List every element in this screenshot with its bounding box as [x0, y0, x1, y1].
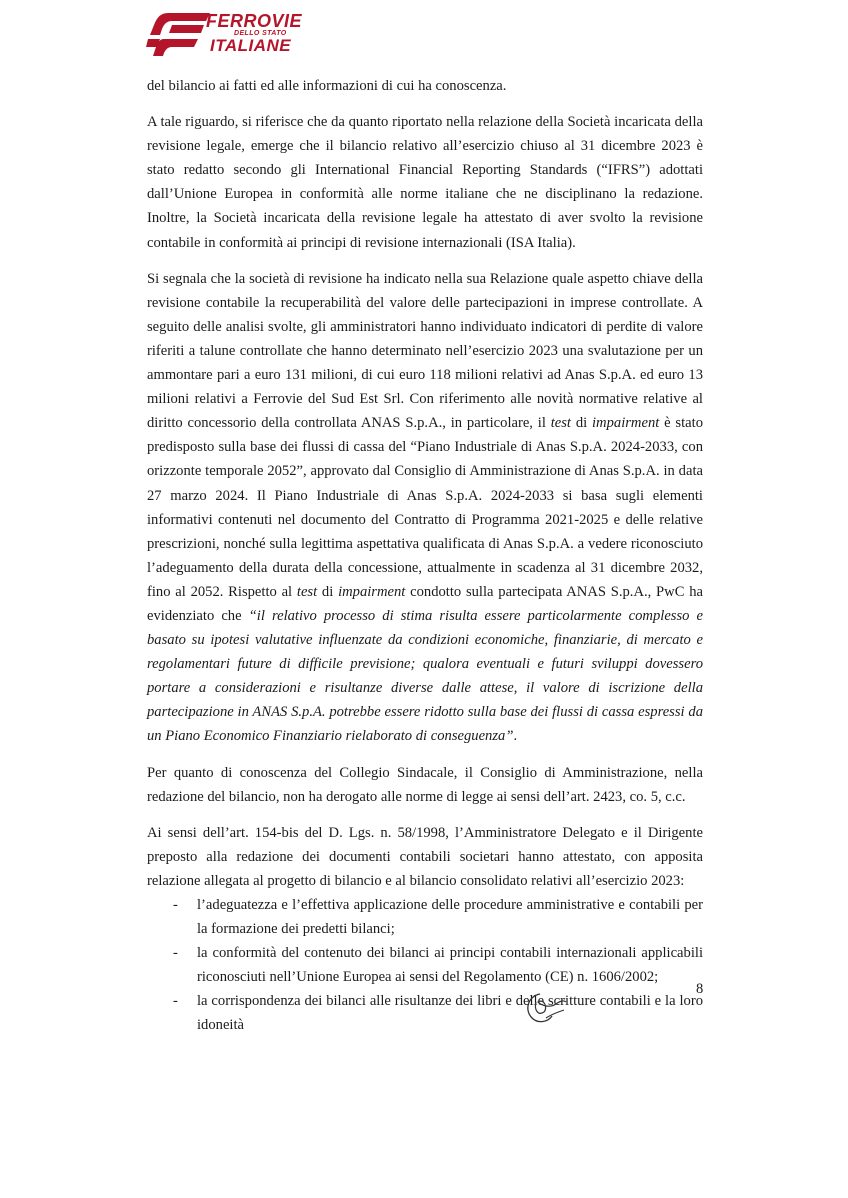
signature-icon — [520, 988, 568, 1026]
paragraph-attestation: Ai sensi dell’art. 154-bis del D. Lgs. n. 58/1998, l’Amministratore Delegato e il Dirigente preposto alla redazione dei documenti contabili societari hanno attestato, con apposita relazione allegata al progetto di bilancio e al bilancio consolidato relativi all’esercizio 2023: — [147, 824, 703, 889]
paragraph-intro: del bilancio ai fatti ed alle informazioni di cui ha conoscenza. — [147, 78, 507, 94]
list-item: - la corrispondenza dei bilanci alle risultanze dei libri e delle scritture contabili e la loro idoneità — [147, 989, 703, 1037]
bullet-dash: - — [173, 993, 178, 1010]
company-logo — [146, 11, 306, 61]
logo-text-dello-stato: DELLO STATO — [234, 30, 287, 37]
list-item: - la conformità del contenuto dei bilanci ai principi contabili internazionali applicabili riconosciuti nell’Unione Europea ai sensi del Regolamento (CE) n. 1606/2002; — [147, 941, 703, 989]
list-item: - l’adeguatezza e l’effettiva applicazione delle procedure amministrative e contabili per la formazione dei predetti bilanci; — [147, 893, 703, 941]
fs-logo-icon — [146, 11, 210, 57]
logo-text-italiane: ITALIANE — [210, 36, 292, 55]
bullet-dash: - — [173, 945, 178, 962]
paragraph-no-derogation: Per quanto di conoscenza del Collegio Sindacale, il Consiglio di Amministrazione, nella redazione del bilancio, non ha derogato alle norme di legge ai sensi dell’art. 2423, co. 5, c.c. — [147, 764, 703, 805]
handwritten-initials — [520, 988, 568, 1026]
logo-text — [206, 12, 302, 54]
pwc-quote: “il relativo processo di stima risulta essere particolarmente complesso e basato su ipotesi valutative influenzate da condizioni economiche, finanziarie, di mercato e regolamentari future di difficile previsione; qualora eventuali e futuri sviluppi dovessero portare a considerazioni e risultanze diverse dalle attese, il valore di iscrizione della partecipazione in ANAS S.p.A. potrebbe essere ridotto sulla base dei flussi di cassa espressi da un Piano Economico Finanziario rielaborato di conseguenza” — [147, 607, 703, 745]
attestation-list — [147, 893, 703, 1038]
bullet-dash: - — [173, 897, 178, 913]
document-body — [147, 74, 703, 1038]
page-number: 8 — [696, 981, 704, 997]
paragraph-audit-report: A tale riguardo, si riferisce che da quanto riportato nella relazione della Società incaricata della revisione legale, emerge che il bilancio relativo all’esercizio chiuso al 31 dicembre 2023 è stato redatto secondo gli International Financial Reporting Standards (“IFRS”) adottati dall’Unione Europea in conformità alle norme italiane che ne disciplinano la redazione. Inoltre, la Società incaricata della revisione legale ha attestato di aver svolto la revisione contabile in conformità ai principi di revisione internazionali (ISA Italia). — [147, 114, 703, 251]
paragraph-key-audit-matter: Si segnala che la società di revisione ha indicato nella sua Relazione quale aspetto chiave della revisione contabile la recuperabilità del valore delle partecipazioni in imprese controllate. A seguito delle analisi svolte, gli amministratori hanno individuato indicatori di perdite di valore riferiti a talune controllate che hanno determinato nell’esercizio 2023 una svalutazione per un ammontare pari a euro 131 milioni, di cui euro 118 milioni relativi ad Anas S.p.A. ed euro 13 milioni relativi a Ferrovie del Sud Est Srl. Con riferimento alle novità normative relative al diritto concessorio della controllata ANAS S.p.A., in particolare, il test di impairment è stato predisposto sulla base dei flussi di cassa del “Piano Industriale di Anas S.p.A. 2024-2033, con orizzonte temporale 2052”, approvato dal Consiglio di Amministrazione di Anas S.p.A. in data 27 marzo 2024. Il Piano Industriale di Anas S.p.A. 2024-2033 si basa sugli elementi informativi contenuti nel documento del Contratto di Programma 2021-2025 e delle relative prescrizioni, nonché sulla legittima aspettativa qualificata di Anas S.p.A. a vedere riconosciuto l’adeguamento della durata della concessione, attualmente in scadenza al 31 dicembre 2032, fino al 2052. Rispetto al test di impairment condotto sulla partecipata ANAS S.p.A., PwC ha evidenziato che “il relativo processo di stima risulta essere particolarmente complesso e basato su ipotesi valutative influenzate da condizioni economiche, finanziarie, di mercato e regolamentari future di difficile previsione; qualora eventuali e futuri sviluppi dovessero portare a considerazioni e risultanze diverse dalle attese, il valore di iscrizione della partecipazione in ANAS S.p.A. potrebbe essere ridotto sulla base dei flussi di cassa espressi da un Piano Economico Finanziario rielaborato di conseguenza”. — [147, 270, 703, 745]
logo-text-ferrovie: FERROVIE — [206, 11, 303, 31]
